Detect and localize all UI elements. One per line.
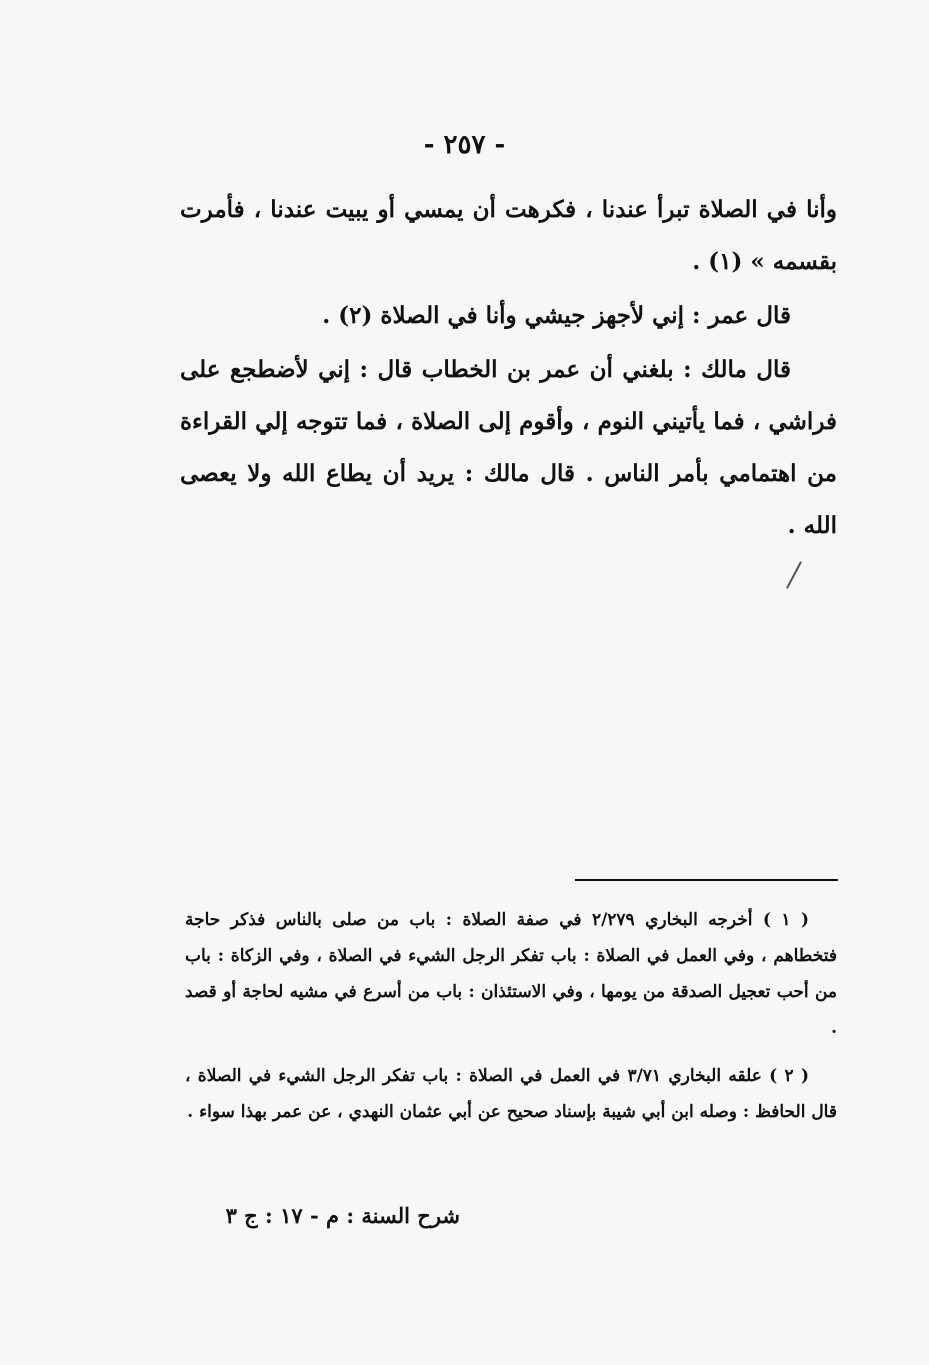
paragraph: قال مالك : بلغني أن عمر بن الخطاب قال : إني لأضطجع على فراشي ، فما يأتيني النوم ، وأقوم إلى الصلاة ، فما تتوجه إلي القراءة من اهتمامي بأمر الناس . قال مالك : يريد أن يطاع الله ولا يعصى الله . (180, 356, 837, 539)
footnote: ( ٢ ) علقه البخاري ٣/٧١ في العمل في الصلاة : باب تفكر الرجل الشيء في الصلاة ، قال الحافظ : وصله ابن أبي شيبة بإسناد صحيح عن أبي عثمان النهدي ، عن عمر بهذا سواء . (185, 1066, 837, 1122)
paragraph: وأنا في الصلاة تبرأ عندنا ، فكرهت أن يمسي أو يبيت عندنا ، فأمرت بقسمه » (١) . (180, 196, 837, 275)
main-text (180, 184, 837, 554)
footnote-separator (575, 879, 838, 881)
signature-line: شرح السنة : م - ١٧ : ج ٣ (225, 1203, 460, 1228)
footnote: ( ١ ) أخرجه البخاري ٢/٢٧٩ في صفة الصلاة : باب من صلى بالناس فذكر حاجة فتخطاهم ، وفي العمل في الصلاة : باب تفكر الرجل الشيء في الصلاة ، وفي الزكاة : باب من أحب تعجيل الصدقة من يومها ، وفي الاستئذان : باب من أسرع في مشيه لحاجة أو قصد . (185, 910, 837, 1038)
footnotes (185, 902, 837, 1142)
stray-pen-mark (786, 561, 802, 588)
paragraph: قال عمر : إني لأجهز جيشي وأنا في الصلاة (٢) . (322, 302, 791, 329)
page-number: - ٢٥٧ - (423, 130, 506, 160)
